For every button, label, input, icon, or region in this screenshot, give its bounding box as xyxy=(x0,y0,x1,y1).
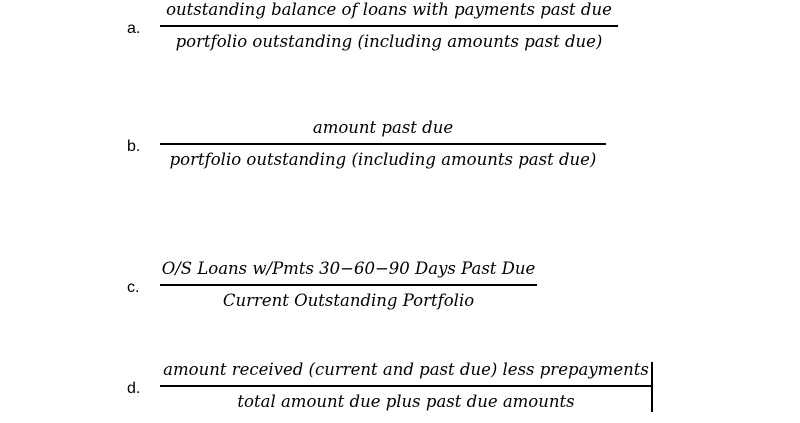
text-cursor xyxy=(651,362,653,412)
item-c-numerator: O/S Loans w/Pmts 30−60−90 Days Past Due xyxy=(161,259,536,278)
item-c-fraction xyxy=(160,259,537,311)
item-c-label: c. xyxy=(127,279,140,296)
item-d-label: d. xyxy=(127,380,141,397)
item-c-denominator: Current Outstanding Portfolio xyxy=(222,291,475,310)
item-a-numerator: outstanding balance of loans with payments past due xyxy=(166,0,612,19)
item-a-label: a. xyxy=(127,20,141,37)
item-b-numerator: amount past due xyxy=(312,118,454,137)
item-b-label: b. xyxy=(127,138,141,155)
item-a-denominator: portfolio outstanding (including amounts past due) xyxy=(175,32,603,51)
item-b-fraction xyxy=(160,118,606,170)
item-b-denominator: portfolio outstanding (including amounts past due) xyxy=(169,150,597,169)
item-a-fraction xyxy=(160,0,618,52)
item-d-fraction xyxy=(160,360,652,412)
item-d-numerator: amount received (current and past due) less prepayments xyxy=(163,360,649,379)
item-d-denominator: total amount due plus past due amounts xyxy=(237,392,575,411)
